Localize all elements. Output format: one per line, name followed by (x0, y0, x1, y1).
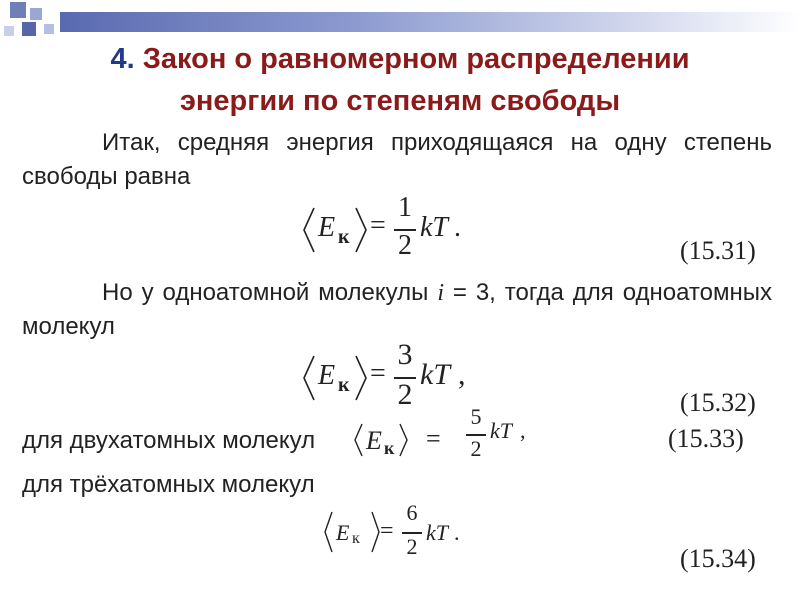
paragraph-intro (22, 126, 772, 194)
formula-energy-symbol: E (318, 212, 336, 243)
decor-square (30, 8, 42, 20)
formula-punct: , (458, 358, 466, 391)
formula-equals: = (426, 424, 441, 453)
equation-number: (15.34) (680, 544, 756, 573)
decor-square (22, 22, 36, 36)
title-number: 4. (110, 43, 135, 75)
formula-15-33 (352, 404, 542, 470)
formula-subscript: к (352, 530, 360, 547)
fraction-numerator: 1 (398, 192, 412, 223)
title-line1: Закон о равномерном распределении (142, 43, 690, 75)
title-line2: энергии по степеням свободы (179, 85, 621, 117)
formula-15-31 (300, 192, 500, 266)
formula-kT: kT (426, 520, 448, 545)
equation-number: (15.31) (680, 236, 756, 265)
fraction-denominator: 2 (406, 534, 418, 559)
fraction-denominator: 2 (398, 230, 412, 261)
formula-energy-symbol: E (366, 426, 382, 455)
formula-energy-symbol: E (336, 520, 350, 545)
line-triatomic (22, 470, 315, 500)
fraction-numerator: 3 (397, 338, 413, 371)
equation-number: (15.33) (668, 424, 744, 453)
paragraph-monatomic-text-b: = 3, тогда для одноатомных молекул (22, 279, 773, 340)
header-gradient-bar (60, 12, 800, 32)
decor-square (10, 2, 26, 18)
equation-number: (15.32) (680, 388, 756, 417)
line-diatomic-text: для двухатомных молекул (22, 427, 316, 454)
fraction-denominator: 2 (397, 378, 413, 411)
formula-equals: = (370, 210, 386, 241)
formula-equals: = (370, 358, 386, 389)
slide-title (0, 40, 800, 78)
formula-punct: , (520, 418, 526, 443)
paragraph-monatomic-text-a: Но у одноатомной молекулы (102, 279, 438, 306)
formula-subscript: к (338, 226, 350, 248)
formula-punct: . (454, 212, 461, 243)
formula-kT: kT (490, 418, 512, 443)
slide-title-line2 (0, 82, 800, 120)
decor-square (4, 26, 14, 36)
formula-equals: = (380, 518, 394, 544)
formula-energy-symbol: E (318, 360, 336, 391)
degrees-symbol-i: i (437, 280, 444, 306)
line-triatomic-text: для трёхатомных молекул (22, 471, 315, 498)
paragraph-monatomic (22, 276, 772, 344)
formula-subscript: к (338, 374, 350, 396)
formula-subscript: к (384, 438, 395, 458)
fraction-numerator: 5 (470, 404, 482, 429)
fraction-numerator: 6 (406, 500, 418, 525)
formula-15-34 (322, 500, 492, 570)
decor-square (44, 24, 54, 34)
formula-punct: . (454, 520, 460, 545)
line-diatomic (22, 426, 315, 456)
formula-kT: kT (420, 358, 450, 391)
fraction-denominator: 2 (470, 436, 482, 461)
paragraph-intro-text: Итак, средняя энергия приходящаяся на одну степень свободы равна (22, 129, 772, 190)
formula-kT: kT (420, 212, 448, 243)
